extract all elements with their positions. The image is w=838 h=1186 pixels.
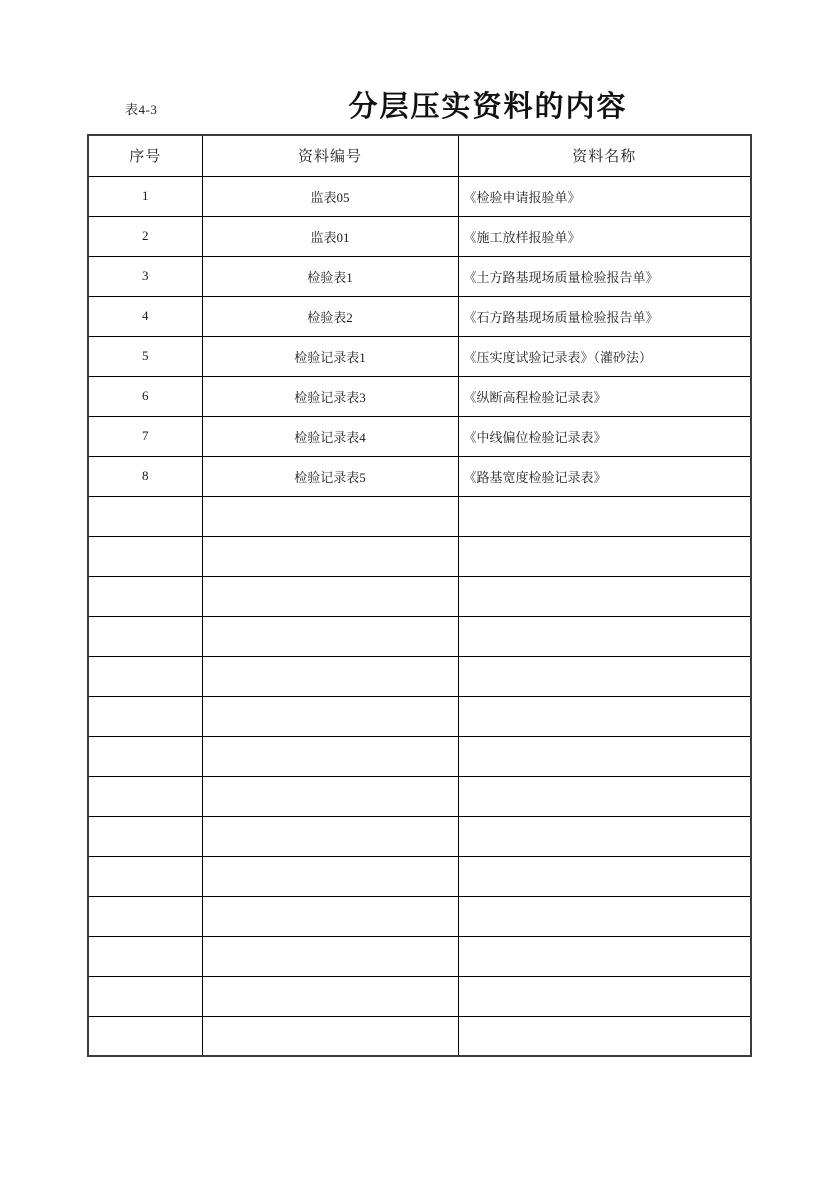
- code-cell: 检验表1: [202, 256, 458, 296]
- column-header-code: 资料编号: [202, 135, 458, 176]
- empty-name-cell: [458, 536, 751, 576]
- empty-row: [88, 536, 751, 576]
- empty-code-cell: [202, 776, 458, 816]
- empty-row: [88, 696, 751, 736]
- empty-code-cell: [202, 576, 458, 616]
- empty-code-cell: [202, 976, 458, 1016]
- serial-cell: 2: [88, 216, 202, 256]
- serial-cell: 6: [88, 376, 202, 416]
- empty-code-cell: [202, 536, 458, 576]
- empty-serial-cell: [88, 736, 202, 776]
- code-cell: 检验记录表5: [202, 456, 458, 496]
- name-cell: 《检验申请报验单》: [458, 176, 751, 216]
- name-cell: 《石方路基现场质量检验报告单》: [458, 296, 751, 336]
- empty-row: [88, 856, 751, 896]
- empty-serial-cell: [88, 776, 202, 816]
- empty-code-cell: [202, 736, 458, 776]
- empty-name-cell: [458, 696, 751, 736]
- name-cell: 《土方路基现场质量检验报告单》: [458, 256, 751, 296]
- column-header-name: 资料名称: [458, 135, 751, 176]
- empty-code-cell: [202, 856, 458, 896]
- empty-row: [88, 576, 751, 616]
- materials-table: [87, 134, 752, 1057]
- empty-name-cell: [458, 776, 751, 816]
- name-cell: 《压实度试验记录表》（灌砂法）: [458, 336, 751, 376]
- empty-code-cell: [202, 616, 458, 656]
- table-row: [88, 256, 751, 296]
- empty-name-cell: [458, 976, 751, 1016]
- empty-row: [88, 496, 751, 536]
- table-row: [88, 216, 751, 256]
- empty-code-cell: [202, 496, 458, 536]
- name-cell: 《路基宽度检验记录表》: [458, 456, 751, 496]
- code-cell: 检验记录表4: [202, 416, 458, 456]
- serial-cell: 4: [88, 296, 202, 336]
- code-cell: 监表01: [202, 216, 458, 256]
- empty-name-cell: [458, 856, 751, 896]
- serial-cell: 5: [88, 336, 202, 376]
- empty-name-cell: [458, 896, 751, 936]
- empty-serial-cell: [88, 816, 202, 856]
- table-row: [88, 416, 751, 456]
- empty-name-cell: [458, 576, 751, 616]
- table-row: [88, 296, 751, 336]
- empty-name-cell: [458, 1016, 751, 1056]
- code-cell: 监表05: [202, 176, 458, 216]
- empty-row: [88, 656, 751, 696]
- serial-cell: 1: [88, 176, 202, 216]
- empty-code-cell: [202, 896, 458, 936]
- serial-cell: 3: [88, 256, 202, 296]
- empty-serial-cell: [88, 576, 202, 616]
- code-cell: 检验记录表1: [202, 336, 458, 376]
- name-cell: 《施工放样报验单》: [458, 216, 751, 256]
- name-cell: 《中线偏位检验记录表》: [458, 416, 751, 456]
- empty-name-cell: [458, 936, 751, 976]
- empty-serial-cell: [88, 496, 202, 536]
- table-row: [88, 456, 751, 496]
- code-cell: 检验记录表3: [202, 376, 458, 416]
- empty-code-cell: [202, 696, 458, 736]
- empty-serial-cell: [88, 896, 202, 936]
- empty-row: [88, 776, 751, 816]
- empty-serial-cell: [88, 656, 202, 696]
- empty-code-cell: [202, 1016, 458, 1056]
- serial-cell: 7: [88, 416, 202, 456]
- table-row: [88, 176, 751, 216]
- empty-name-cell: [458, 656, 751, 696]
- empty-row: [88, 736, 751, 776]
- code-cell: 检验表2: [202, 296, 458, 336]
- empty-row: [88, 816, 751, 856]
- empty-serial-cell: [88, 536, 202, 576]
- empty-name-cell: [458, 616, 751, 656]
- empty-row: [88, 896, 751, 936]
- table-header-row: [88, 135, 751, 176]
- empty-code-cell: [202, 816, 458, 856]
- empty-serial-cell: [88, 936, 202, 976]
- serial-cell: 8: [88, 456, 202, 496]
- empty-code-cell: [202, 656, 458, 696]
- empty-serial-cell: [88, 856, 202, 896]
- table-row: [88, 376, 751, 416]
- empty-name-cell: [458, 736, 751, 776]
- name-cell: 《纵断高程检验记录表》: [458, 376, 751, 416]
- empty-code-cell: [202, 936, 458, 976]
- empty-name-cell: [458, 816, 751, 856]
- empty-row: [88, 1016, 751, 1056]
- table-row: [88, 336, 751, 376]
- empty-name-cell: [458, 496, 751, 536]
- table-number-label: 表4-3: [125, 102, 158, 117]
- empty-row: [88, 616, 751, 656]
- page-title: 分层压实资料的内容: [348, 91, 628, 123]
- empty-row: [88, 976, 751, 1016]
- empty-serial-cell: [88, 976, 202, 1016]
- empty-row: [88, 936, 751, 976]
- empty-serial-cell: [88, 696, 202, 736]
- empty-serial-cell: [88, 1016, 202, 1056]
- empty-serial-cell: [88, 616, 202, 656]
- column-header-serial: 序号: [88, 135, 202, 176]
